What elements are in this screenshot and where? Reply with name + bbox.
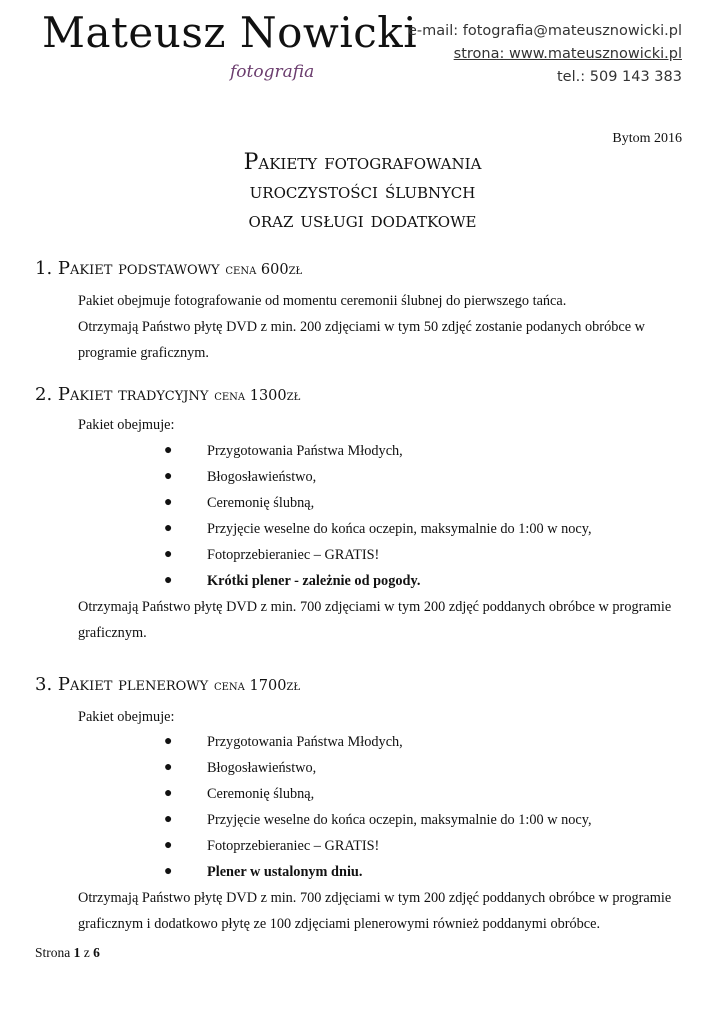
paragraph-line: Otrzymają Państwo płytę DVD z min. 200 zdjęciami w tym 50 zdjęć zostanie podanych obróbce w <box>78 319 645 335</box>
bullet-icon: ● <box>164 812 173 827</box>
list-item-text: Fotoprzebieraniec – GRATIS! <box>207 838 380 854</box>
logo-name: Mateusz Nowicki <box>42 8 418 57</box>
paragraph-line: programie graficznym. <box>78 345 209 361</box>
paragraph-line: Otrzymają Państwo płytę DVD z min. 700 zdjęciami w tym 200 zdjęć poddanych obróbce w programie <box>78 890 672 906</box>
intro-text: Pakiet obejmuje: <box>78 417 175 433</box>
package-items-list <box>0 438 725 594</box>
page-label: Strona <box>35 945 71 960</box>
list-item <box>0 542 725 568</box>
bullet-icon: ● <box>164 443 173 458</box>
paragraph-line: Pakiet obejmuje fotografowanie od momentu ceremonii ślubnej do pierwszego tańca. <box>78 293 567 309</box>
list-item <box>0 833 725 859</box>
list-item <box>0 464 725 490</box>
title-line: uroczystości ślubnych <box>249 179 476 204</box>
bullet-icon: ● <box>164 760 173 775</box>
section-description <box>78 288 682 366</box>
bullet-icon: ● <box>164 734 173 749</box>
bullet-icon: ● <box>164 864 173 879</box>
bullet-icon: ● <box>164 521 173 536</box>
list-item-text: Błogosławieństwo, <box>207 469 317 485</box>
package-items-list <box>0 729 725 885</box>
list-item <box>0 516 725 542</box>
list-item-text: Przyjęcie weselne do końca oczepin, maksymalnie do 1:00 w nocy, <box>207 521 592 537</box>
logo-subtitle: fotografia <box>230 62 315 82</box>
bullet-icon: ● <box>164 547 173 562</box>
list-item <box>0 490 725 516</box>
list-item <box>0 438 725 464</box>
contact-block <box>408 20 682 89</box>
section-price: cena 1300zł <box>214 388 301 404</box>
paragraph-line: graficznym. <box>78 625 147 641</box>
bullet-icon: ● <box>164 786 173 801</box>
total-pages: 6 <box>93 945 100 960</box>
contact-phone: tel.: 509 143 383 <box>557 69 682 85</box>
list-item <box>0 568 725 594</box>
bullet-icon: ● <box>164 573 173 588</box>
list-item <box>0 807 725 833</box>
list-item-text: Krótki plener - zależnie od pogody. <box>207 573 421 589</box>
section-title: 1. Pakiet podstawowy <box>35 258 220 279</box>
list-item <box>0 755 725 781</box>
package-intro <box>78 704 682 730</box>
title-line: oraz usługi dodatkowe <box>248 208 477 233</box>
list-item-text: Ceremonię ślubną, <box>207 786 315 802</box>
list-item-text: Ceremonię ślubną, <box>207 495 315 511</box>
page-separator: z <box>83 945 90 960</box>
section-price: cena 600zł <box>225 262 303 278</box>
section-heading-outdoor <box>35 674 300 695</box>
list-item-text: Fotoprzebieraniec – GRATIS! <box>207 547 380 563</box>
section-title: 2. Pakiet tradycyjny <box>35 384 209 405</box>
list-item-text: Przygotowania Państwa Młodych, <box>207 734 403 750</box>
package-outro <box>78 594 682 646</box>
paragraph-line: graficznym i dodatkowo płytę ze 100 zdjęciami plenerowymi również poddanymi obróbce. <box>78 916 601 932</box>
document-title <box>0 148 725 235</box>
list-item-text: Przygotowania Państwa Młodych, <box>207 443 403 459</box>
title-line: Pakiety fotografowania <box>243 150 482 175</box>
paragraph-line: Otrzymają Państwo płytę DVD z min. 700 zdjęciami w tym 200 zdjęć poddanych obróbce w programie <box>78 599 672 615</box>
section-heading-traditional <box>35 384 300 405</box>
contact-website[interactable]: strona: www.mateusznowicki.pl <box>453 46 682 62</box>
list-item-text: Błogosławieństwo, <box>207 760 317 776</box>
intro-text: Pakiet obejmuje: <box>78 709 175 725</box>
package-intro <box>78 412 682 438</box>
section-price: cena 1700zł <box>213 678 301 694</box>
section-heading-basic <box>35 258 302 279</box>
bullet-icon: ● <box>164 838 173 853</box>
contact-email[interactable]: e-mail: fotografia@mateusznowicki.pl <box>408 23 682 39</box>
list-item <box>0 781 725 807</box>
list-item-text: Przyjęcie weselne do końca oczepin, maksymalnie do 1:00 w nocy, <box>207 812 592 828</box>
list-item <box>0 729 725 755</box>
place-date: Bytom 2016 <box>612 131 682 146</box>
package-outro <box>78 885 682 937</box>
list-item-text: Plener w ustalonym dniu. <box>207 864 363 880</box>
bullet-icon: ● <box>164 469 173 484</box>
bullet-icon: ● <box>164 495 173 510</box>
current-page: 1 <box>73 945 81 960</box>
page-number <box>35 945 100 961</box>
section-title: 3. Pakiet plenerowy <box>35 674 209 695</box>
list-item <box>0 859 725 885</box>
